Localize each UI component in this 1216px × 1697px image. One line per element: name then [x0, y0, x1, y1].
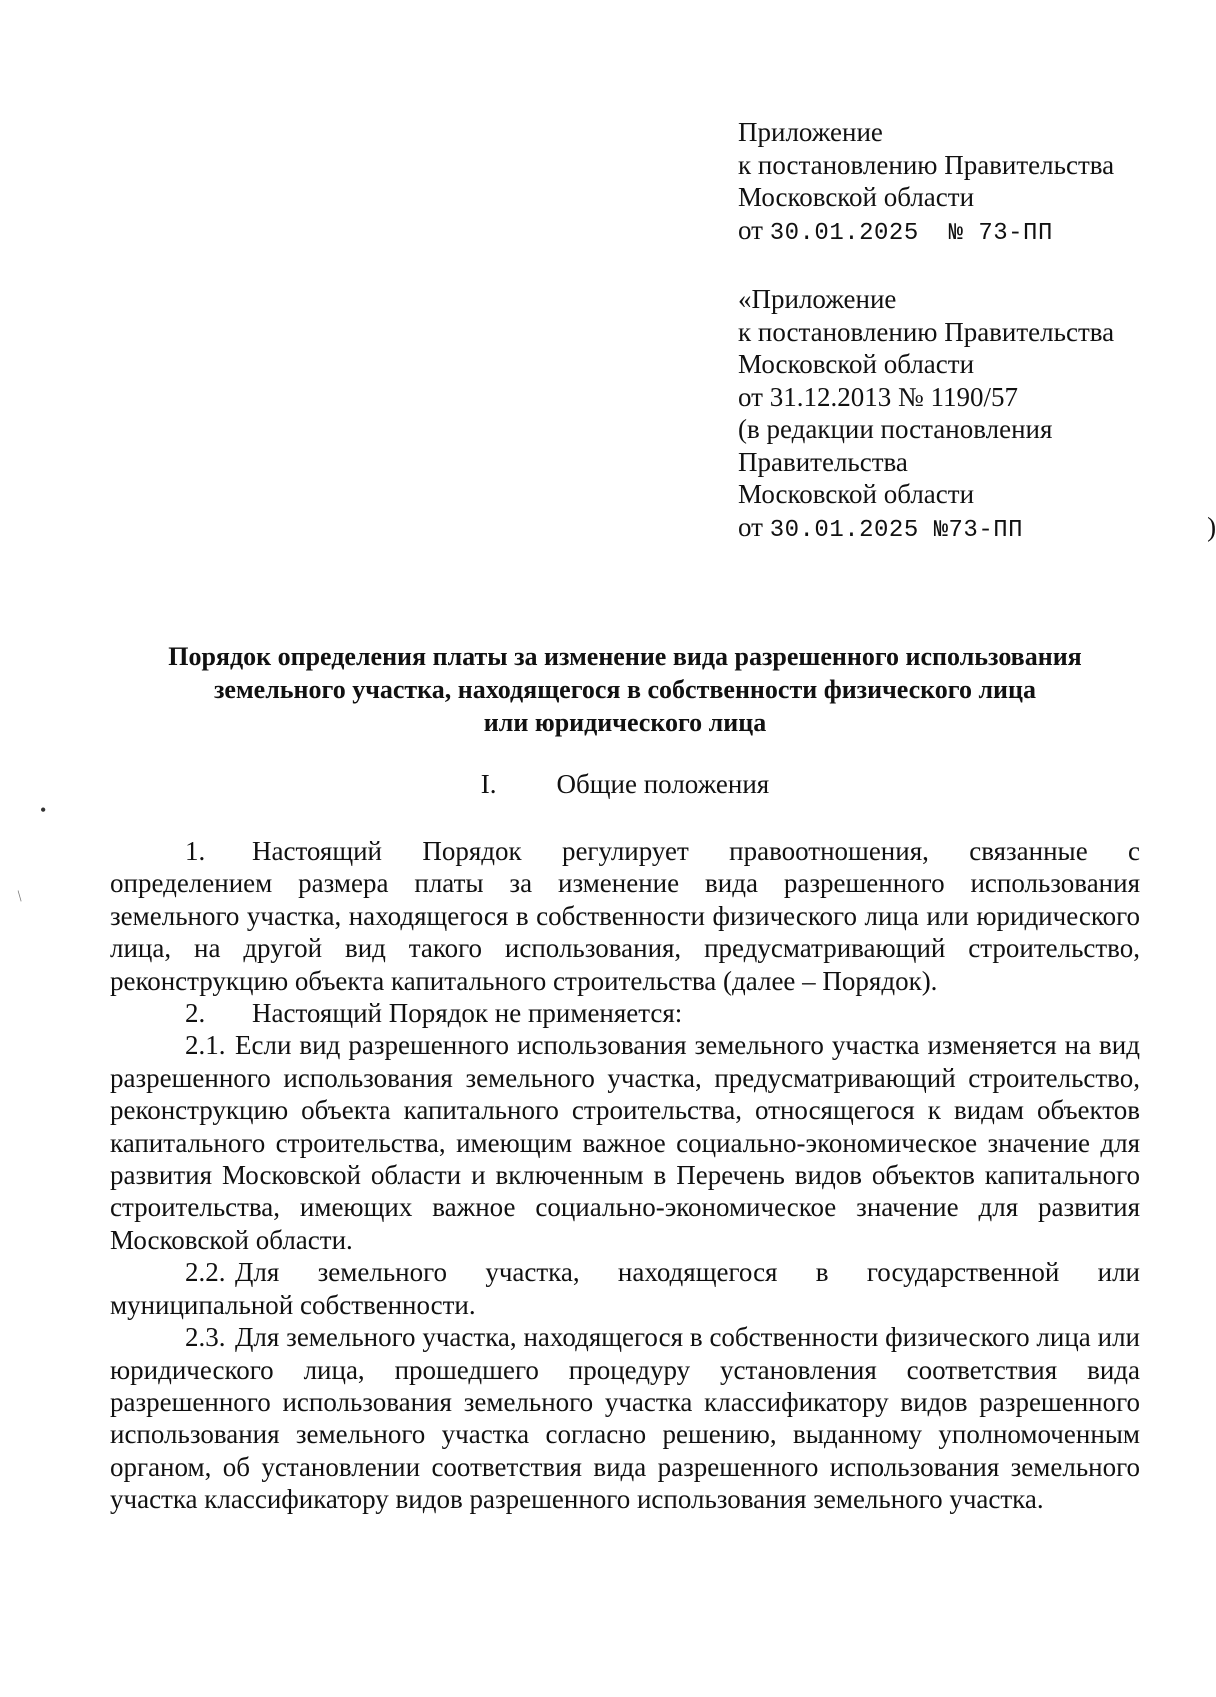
date-prefix: от: [738, 214, 763, 245]
section-heading: [108, 768, 1142, 801]
paragraph: [110, 997, 1140, 1029]
margin-tick-mark: /: [13, 888, 27, 905]
title-line: земельного участка, находящегося в собственности физического лица: [213, 675, 1037, 704]
document-body: [110, 835, 1140, 1516]
paragraph-text: Настоящий Порядок не применяется:: [252, 998, 683, 1029]
title-line: Порядок определения платы за изменение вида разрешенного использования: [168, 642, 1082, 671]
margin-dot-mark: •: [40, 800, 47, 820]
title-line: или юридического лица: [483, 708, 767, 737]
header-line: к постановлению Правительства: [738, 316, 1115, 347]
paragraph: [110, 1256, 1140, 1321]
header-line: к постановлению Правительства: [738, 149, 1115, 180]
header-line: Приложение: [738, 117, 883, 147]
date-stamp: 30.01.2025 № 73-ПП: [769, 219, 1053, 247]
section-title: Общие положения: [556, 769, 770, 799]
paragraph-number: 2.2.: [185, 1257, 226, 1288]
appendix-header: [738, 116, 1216, 547]
date-stamp: 30.01.2025 №73-ПП: [769, 516, 1024, 544]
date-prefix: от: [738, 511, 763, 542]
header-line: Правительства: [738, 446, 908, 477]
paragraph-text: Настоящий Порядок регулирует правоотношения, связанные с определением размера платы за изменение вида разрешенного использования земельного участка, находящегося в собственности физического лица или юридического лица, на другой вид такого использования, предусматривающий строительство, реконструкцию объекта капитального строительства (далее – Порядок).: [110, 836, 1140, 996]
header-date-line: [738, 214, 1114, 251]
paragraph-number: 2.: [185, 998, 206, 1029]
paragraph: [110, 835, 1140, 997]
paragraph-number: 2.1.: [185, 1030, 226, 1061]
header-line: Московской области: [738, 182, 975, 212]
document-title: [108, 640, 1142, 739]
header-line: Московской области: [738, 349, 975, 379]
section-number: I.: [480, 769, 497, 799]
paragraph-text: Для земельного участка, находящегося в собственности физического лица или юридического лица, прошедшего процедуру установления соответствия вида разрешенного использования земельного участка классификатору видов разрешенного использования земельного участка согласно решению, выданному уполномоченным органом, об установлении соответствия вида разрешенного использования земельного участка классификатору видов разрешенного использования земельного участка.: [110, 1322, 1140, 1515]
paragraph-text: Для земельного участка, находящегося в государственной или муниципальной собственности.: [110, 1257, 1140, 1320]
paragraph: [110, 1321, 1140, 1515]
header-date-line-2: [738, 511, 1216, 548]
header-line: от 31.12.2013 № 1190/57: [738, 381, 1018, 412]
closing-paren: ): [1207, 511, 1216, 542]
header-line: (в редакции постановления: [738, 414, 1053, 444]
header-line: «Приложение: [738, 284, 897, 314]
paragraph-text: Если вид разрешенного использования земельного участка изменяется на вид разрешенного использования земельного участка, предусматривающий строительство, реконструкцию объекта капитального строительства, относящегося к видам объектов капитального строительства, имеющим важное социально-экономическое значение для развития Московской области и включенным в Перечень видов объектов капитального строительства, имеющих важное социально-экономическое значение для развития Московской области.: [110, 1030, 1140, 1255]
paragraph-number: 1.: [185, 836, 206, 866]
paragraph: [110, 1029, 1140, 1256]
header-line: Московской области: [738, 479, 975, 509]
paragraph-number: 2.3.: [185, 1322, 226, 1353]
